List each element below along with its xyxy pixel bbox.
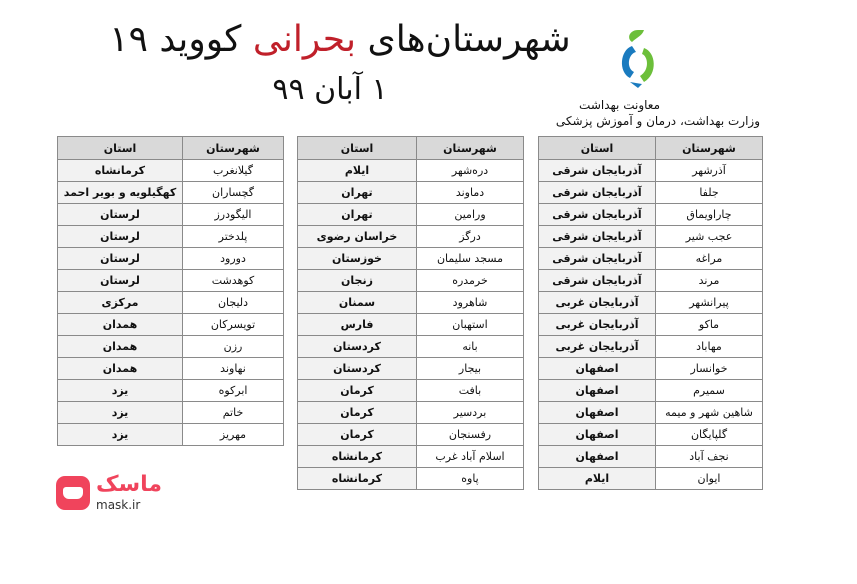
cities-table-1 xyxy=(538,136,763,490)
table-row xyxy=(539,292,763,314)
province-cell: خوزستان xyxy=(298,248,417,270)
province-cell: تهران xyxy=(298,204,417,226)
province-cell: کرمانشاه xyxy=(58,160,183,182)
city-cell: بانه xyxy=(417,336,524,358)
city-cell: گلپایگان xyxy=(656,424,763,446)
table-row xyxy=(298,226,524,248)
city-cell: پاوه xyxy=(417,468,524,490)
page-title xyxy=(80,18,600,62)
city-cell: گیلانغرب xyxy=(183,160,284,182)
table-row xyxy=(58,270,284,292)
table-row xyxy=(539,248,763,270)
city-cell: خوانسار xyxy=(656,358,763,380)
table-row xyxy=(298,292,524,314)
table-row xyxy=(298,314,524,336)
table-row xyxy=(298,468,524,490)
table-row xyxy=(539,468,763,490)
province-cell: لرستان xyxy=(58,226,183,248)
table-row xyxy=(298,270,524,292)
org-ministry-label: وزارت بهداشت، درمان و آموزش پزشکی xyxy=(555,114,760,128)
table-row xyxy=(539,446,763,468)
province-cell: فارس xyxy=(298,314,417,336)
city-cell: مسجد سلیمان xyxy=(417,248,524,270)
province-cell: لرستان xyxy=(58,248,183,270)
table-row xyxy=(298,424,524,446)
table-row xyxy=(539,270,763,292)
table-row xyxy=(58,204,284,226)
city-cell: تویسرکان xyxy=(183,314,284,336)
province-cell: کهگیلویه و بویر احمد xyxy=(58,182,183,204)
title-part1: شهرستان‌های xyxy=(367,19,571,60)
province-cell: آذربایجان شرقی xyxy=(539,270,656,292)
city-cell: ورامین xyxy=(417,204,524,226)
province-cell: همدان xyxy=(58,336,183,358)
province-cell: آذربایجان شرقی xyxy=(539,226,656,248)
city-cell: نجف آباد xyxy=(656,446,763,468)
city-cell: دره‌شهر xyxy=(417,160,524,182)
province-cell: سمنان xyxy=(298,292,417,314)
title-accent: بحرانی xyxy=(252,19,357,60)
table-row xyxy=(298,182,524,204)
table-row xyxy=(539,314,763,336)
province-cell: لرستان xyxy=(58,204,183,226)
table-row xyxy=(539,182,763,204)
brand-url: mask.ir xyxy=(96,498,141,512)
city-cell: اسلام آباد غرب xyxy=(417,446,524,468)
province-cell: زنجان xyxy=(298,270,417,292)
city-cell: شاهین شهر و میمه xyxy=(656,402,763,424)
table-row xyxy=(298,160,524,182)
city-cell: ابرکوه xyxy=(183,380,284,402)
table-row xyxy=(298,446,524,468)
city-cell: رفسنجان xyxy=(417,424,524,446)
province-cell: اصفهان xyxy=(539,380,656,402)
table-row xyxy=(58,182,284,204)
city-cell: دلیجان xyxy=(183,292,284,314)
table-row xyxy=(539,226,763,248)
province-cell: تهران xyxy=(298,182,417,204)
city-cell: ایوان xyxy=(656,468,763,490)
table-row xyxy=(298,380,524,402)
province-cell: کرمان xyxy=(298,402,417,424)
table-row xyxy=(539,402,763,424)
city-cell: سمیرم xyxy=(656,380,763,402)
table-row xyxy=(58,336,284,358)
city-cell: جلفا xyxy=(656,182,763,204)
city-cell: عجب شیر xyxy=(656,226,763,248)
province-cell: آذربایجان شرقی xyxy=(539,160,656,182)
city-cell: بیجار xyxy=(417,358,524,380)
table-row xyxy=(539,336,763,358)
province-cell: یزد xyxy=(58,402,183,424)
city-cell: رزن xyxy=(183,336,284,358)
province-cell: یزد xyxy=(58,424,183,446)
province-cell: کرمان xyxy=(298,380,417,402)
column-header-city: شهرستان xyxy=(656,137,763,160)
province-cell: اصفهان xyxy=(539,358,656,380)
org-deputy-label: معاونت بهداشت xyxy=(579,98,660,112)
mask-icon xyxy=(56,476,90,510)
province-cell: لرستان xyxy=(58,270,183,292)
table-row xyxy=(58,248,284,270)
province-cell: اصفهان xyxy=(539,424,656,446)
city-cell: بافت xyxy=(417,380,524,402)
province-cell: آذربایجان شرقی xyxy=(539,204,656,226)
city-cell: خاتم xyxy=(183,402,284,424)
table-row xyxy=(298,358,524,380)
cities-table-3 xyxy=(57,136,284,446)
city-cell: مهریز xyxy=(183,424,284,446)
table-row xyxy=(58,160,284,182)
table-row xyxy=(58,380,284,402)
table-row xyxy=(539,380,763,402)
city-cell: ماکو xyxy=(656,314,763,336)
table-row xyxy=(58,292,284,314)
table-row xyxy=(58,226,284,248)
column-header-province: استان xyxy=(298,137,417,160)
city-cell: نهاوند xyxy=(183,358,284,380)
column-header-city: شهرستان xyxy=(417,137,524,160)
province-cell: اصفهان xyxy=(539,446,656,468)
province-cell: ایلام xyxy=(539,468,656,490)
province-cell: کردستان xyxy=(298,336,417,358)
table-row xyxy=(298,248,524,270)
city-cell: الیگودرز xyxy=(183,204,284,226)
city-cell: کوهدشت xyxy=(183,270,284,292)
province-cell: همدان xyxy=(58,358,183,380)
table-row xyxy=(58,402,284,424)
brand-watermark xyxy=(56,472,166,516)
city-cell: شاهرود xyxy=(417,292,524,314)
city-cell: پیرانشهر xyxy=(656,292,763,314)
brand-name: ماسک xyxy=(96,472,163,497)
city-cell: مراغه xyxy=(656,248,763,270)
table-row xyxy=(58,424,284,446)
province-cell: آذربایجان غربی xyxy=(539,336,656,358)
city-cell: گچساران xyxy=(183,182,284,204)
province-cell: خراسان رضوی xyxy=(298,226,417,248)
province-cell: کرمانشاه xyxy=(298,468,417,490)
province-cell: کرمان xyxy=(298,424,417,446)
city-cell: پلدختر xyxy=(183,226,284,248)
province-cell: آذربایجان غربی xyxy=(539,314,656,336)
ministry-logo-icon xyxy=(612,26,664,94)
city-cell: مهاباد xyxy=(656,336,763,358)
column-header-city: شهرستان xyxy=(183,137,284,160)
city-cell: خرمدره xyxy=(417,270,524,292)
province-cell: آذربایجان غربی xyxy=(539,292,656,314)
table-row xyxy=(539,160,763,182)
city-cell: بردسیر xyxy=(417,402,524,424)
cities-table-2 xyxy=(297,136,524,490)
city-cell: دماوند xyxy=(417,182,524,204)
province-cell: کرمانشاه xyxy=(298,446,417,468)
city-cell: استهبان xyxy=(417,314,524,336)
province-cell: آذربایجان شرقی xyxy=(539,248,656,270)
city-cell: درگز xyxy=(417,226,524,248)
province-cell: کردستان xyxy=(298,358,417,380)
table-row xyxy=(539,204,763,226)
table-row xyxy=(58,358,284,380)
province-cell: همدان xyxy=(58,314,183,336)
table-row xyxy=(298,336,524,358)
column-header-province: استان xyxy=(58,137,183,160)
table-row xyxy=(539,424,763,446)
province-cell: آذربایجان شرقی xyxy=(539,182,656,204)
city-cell: دورود xyxy=(183,248,284,270)
table-row xyxy=(539,358,763,380)
title-part2: کووید ۱۹ xyxy=(109,19,242,60)
province-cell: اصفهان xyxy=(539,402,656,424)
province-cell: مرکزی xyxy=(58,292,183,314)
table-row xyxy=(298,402,524,424)
city-cell: چاراویماق xyxy=(656,204,763,226)
city-cell: مرند xyxy=(656,270,763,292)
province-cell: یزد xyxy=(58,380,183,402)
table-row xyxy=(58,314,284,336)
report-date: ۱ آبان ۹۹ xyxy=(272,72,388,107)
table-row xyxy=(298,204,524,226)
province-cell: ایلام xyxy=(298,160,417,182)
city-cell: آذرشهر xyxy=(656,160,763,182)
column-header-province: استان xyxy=(539,137,656,160)
